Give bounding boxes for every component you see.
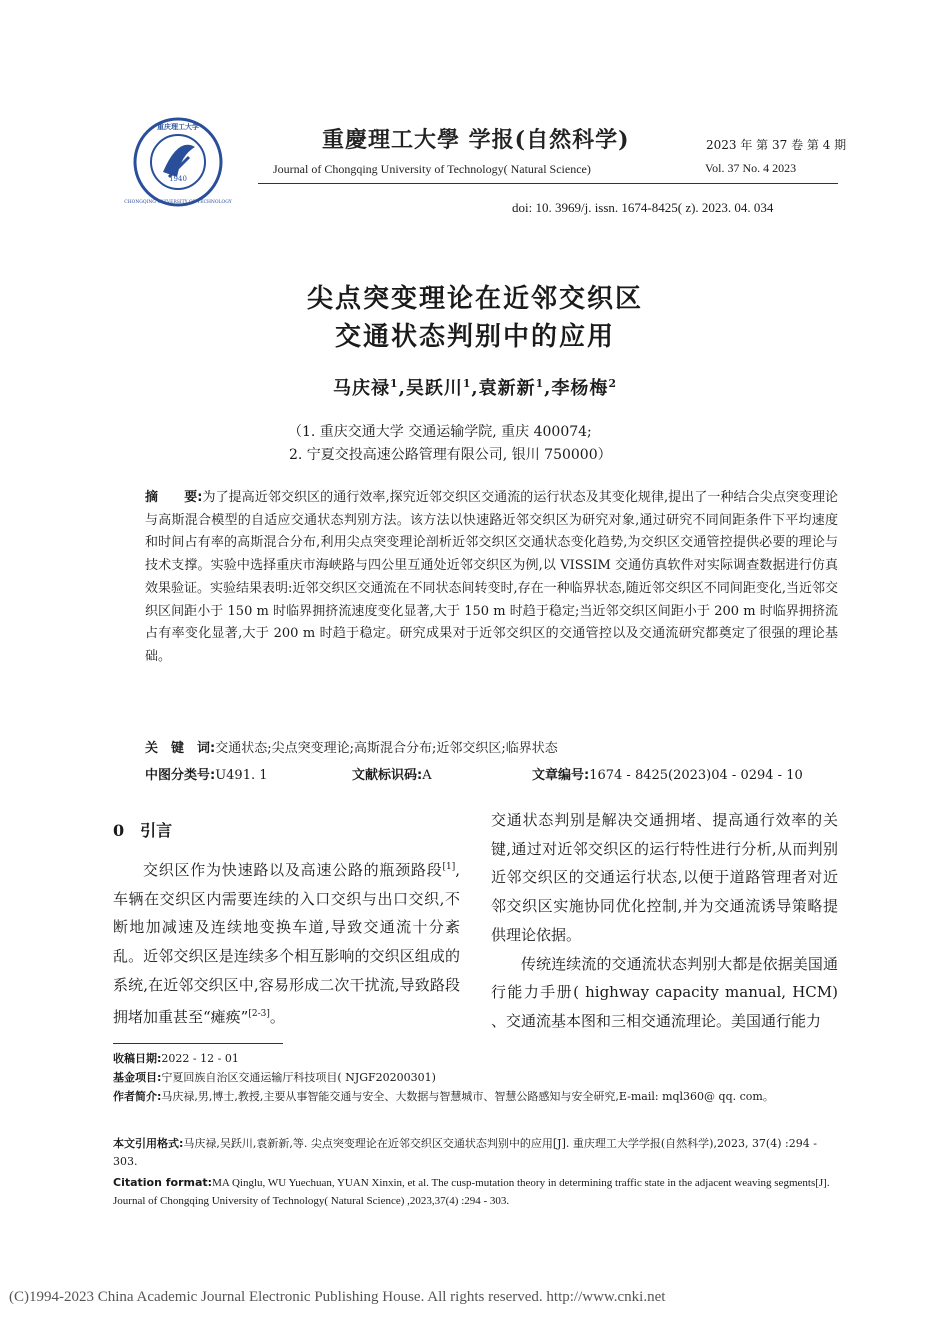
author-bio: 作者简介:马庆禄,男,博士,教授,主要从事智能交通与安全、大数据与智慧城市、智慧公路感知与安全研究,E-mail: mql360@ qq. com。 [113,1090,774,1103]
article-number: 文章编号:1674 - 8425(2023)04 - 0294 - 10 [532,768,803,783]
logo-text-top: 重庆理工大学 [157,122,199,131]
author-1: 马庆禄 [333,378,391,399]
title-line-1: 尖点突变理论在近邻交织区 [306,284,643,314]
author-4: 李杨梅 [551,378,609,399]
received-date: 收稿日期:2022 - 12 - 01 [113,1052,239,1065]
abstract-label: 摘 要: [145,490,203,505]
section-heading: 0 引言 [113,821,173,840]
footnote-rule [113,1043,283,1044]
copyright-watermark: (C)1994-2023 China Academic Journal Electronic Publishing House. All rights reserved. http://www.cnki.net [9,1289,666,1305]
abstract [145,487,838,669]
author-list: 马庆禄$^1$,吴跃川$^1$,袁新新$^1$,李杨梅$^2$ [333,377,617,399]
body-paragraph: 交通状态判别是解决交通拥堵、提高通行效率的关键,通过对近邻交织区的运行特性进行分析,从而判别近邻交织区的交通运行状态,以便于道路管理者对近邻交织区实施协同优化控制,并为交通流诱导策略提供理论依据。 [491,811,838,944]
doi: doi: 10. 3969/j. issn. 1674-8425( z). 2023. 04. 034 [512,200,774,215]
body-right-column [491,806,838,1036]
issue-cn: 2023 年 第 37 卷 第 4 期 [706,138,847,152]
citation-en: Citation format:MA Qinglu, WU Yuechuan, YUAN Xinxin, et al. The cusp-mutation theory in determining traffic state in the adjacent weaving segments[J]. Journal of Chongqing University of Technology( Natural Science) ,2023,37(4) :294 - 303. [113,1176,830,1207]
affiliation-1: （1. 重庆交通大学 交通运输学院, 重庆 400074; [288,424,592,440]
header-rule [258,183,838,184]
logo-year: 1940 [169,175,187,183]
issue-en: Vol. 37 No. 4 2023 [705,161,797,175]
doc-code: 文献标识码:A [352,768,432,783]
body-paragraph: 交织区作为快速路以及高速公路的瓶颈路段[1],车辆在交织区内需要连续的入口交织与出口交织,不断地加减速及连续地变换车道,导致交通流十分紊乱。近邻交织区是连续多个相互影响的交织区组成的系统,在近邻交织区中,容易形成二次干扰流,导致路段拥堵加重甚至“瘫痪”[2-3]。 [113,861,460,1026]
clc-number: 中图分类号:U491. 1 [145,768,268,783]
body-left-column [113,853,460,1031]
citation-cn: 本文引用格式:马庆禄,吴跃川,袁新新,等. 尖点突变理论在近邻交织区交通状态判别中的应用[J]. 重庆理工大学学报(自然科学),2023, 37(4) :294 - 303. [113,1137,817,1168]
university-logo [124,117,232,207]
fund-project: 基金项目:宁夏回族自治区交通运输厅科技项目( NJGF20200301) [113,1071,436,1084]
journal-title-en: Journal of Chongqing University of Technology( Natural Science) [273,162,591,176]
journal-title-cn: 重慶理工大學 学报(自然科学) [322,127,630,153]
keywords: 关 键 词:交通状态;尖点突变理论;高斯混合分布;近邻交织区;临界状态 [145,741,558,756]
author-3: 袁新新 [478,378,536,399]
title-line-2: 交通状态判别中的应用 [334,322,615,352]
author-2: 吴跃川 [405,378,463,399]
abstract-text: 为了提高近邻交织区的通行效率,探究近邻交织区交通流的运行状态及其变化规律,提出了一种结合尖点突变理论与高斯混合模型的自适应交通状态判别方法。该方法以快速路近邻交织区为研究对象,通过研究不同间距条件下平均速度和时间占有率的高斯混合分布,利用尖点突变理论剖析近邻交织区交通状态变化趋势,为交织区交通管控提供必要的理论与技术支撑。实验中选择重庆市海峡路与四公里互通处近邻交织区为例,以 VISSIM 交通仿真软件对实际调查数据进行仿真效果验证。实验结果表明:近邻交织区交通流在不同状态间转变时,存在一种临界状态,随近邻交织区不同间距变化,当近邻交织区间距小于 150 m 时临界拥挤流速度变化显著,大于 150 m 时趋于稳定;当近邻交织区间距小于 200 m 时临界拥挤流占有率变化显著,大于 200 m 时趋于稳定。研究成果对于近邻交织区的交通管控以及交通流研究都奠定了很强的理论基础。 [145,490,839,664]
logo-text-side: CHONGQING UNIVERSITY OF TECHNOLOGY [124,200,232,205]
affiliation-2: 2. 宁夏交投高速公路管理有限公司, 银川 750000） [289,447,612,463]
body-paragraph: 传统连续流的交通流状态判别大都是依据美国通行能力手册( highway capacity manual, HCM) 、交通流基本图和三相交通流理论。美国通行能力 [491,954,838,1030]
